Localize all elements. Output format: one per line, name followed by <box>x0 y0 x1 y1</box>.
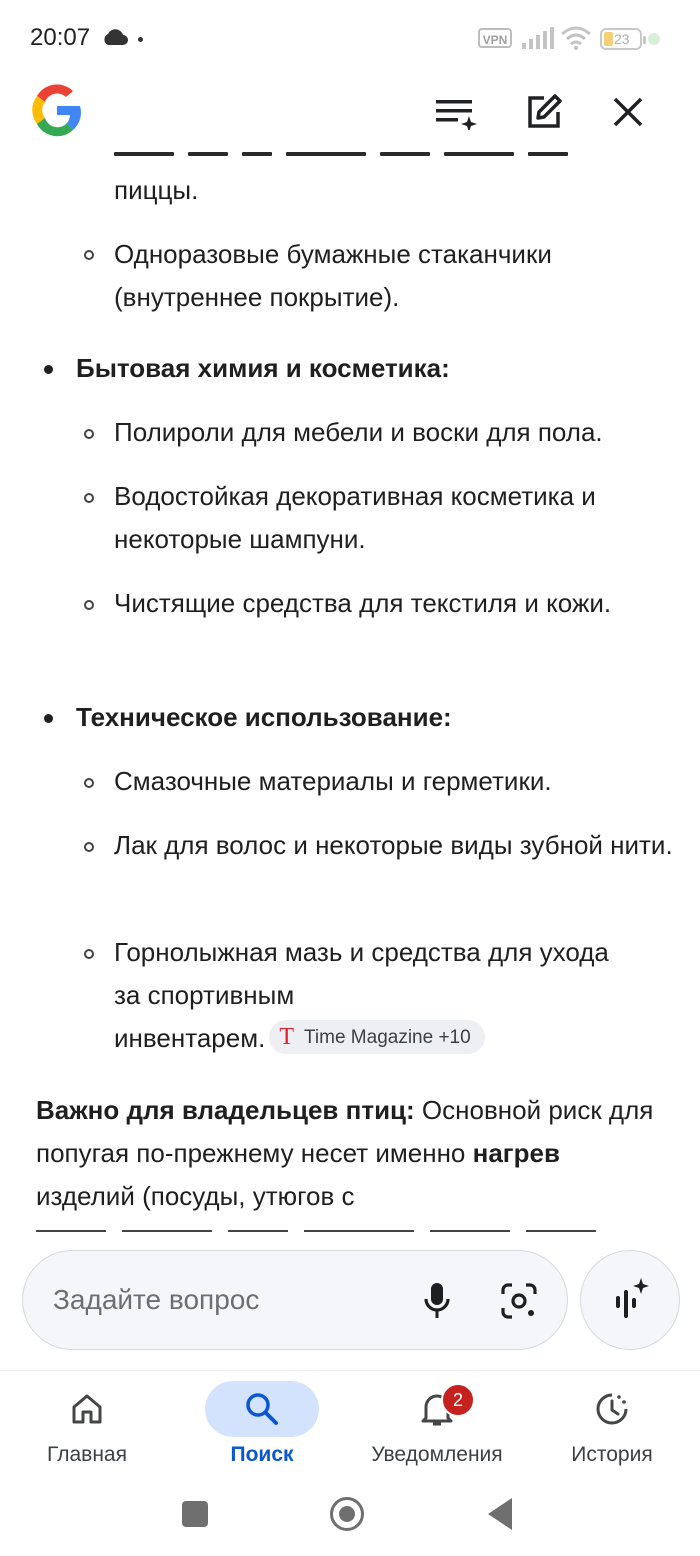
lens-camera-button[interactable] <box>495 1277 543 1325</box>
nav-icon-wrapper <box>555 1381 669 1437</box>
wifi-icon <box>560 26 592 55</box>
list-item <box>114 931 674 1060</box>
list-item-tail: инвентарем. <box>114 1023 266 1053</box>
edit-button[interactable] <box>518 86 570 138</box>
nav-icon-wrapper <box>30 1381 144 1437</box>
note-text: изделий (посуды, утюгов с <box>36 1181 355 1211</box>
note-bold-word: нагрев <box>472 1138 560 1168</box>
section-title: Техническое использование: <box>76 702 452 732</box>
battery-level: 23 <box>614 31 630 47</box>
microphone-icon <box>422 1281 452 1321</box>
notification-badge: 2 <box>441 1383 475 1417</box>
nav-item-notifications[interactable] <box>357 1379 517 1479</box>
list-item-line: за спортивным <box>114 980 295 1010</box>
ask-bar-area <box>0 1232 700 1370</box>
ask-input[interactable] <box>51 1279 395 1321</box>
sub-bullet <box>84 949 94 959</box>
sub-bullet <box>84 250 94 260</box>
close-icon <box>612 96 644 128</box>
ai-voice-sparkle-icon <box>610 1278 650 1322</box>
close-button[interactable] <box>602 86 654 138</box>
notification-dot <box>138 37 143 42</box>
app-header <box>0 76 700 150</box>
nav-label: Поиск <box>230 1443 294 1466</box>
voice-search-button[interactable] <box>413 1277 461 1325</box>
vpn-icon: VPN <box>478 28 512 48</box>
note-bold-lead: Важно для владельцев птиц: <box>36 1095 415 1125</box>
partial-line-tail: пиццы. <box>114 175 199 205</box>
home-button[interactable] <box>330 1497 364 1531</box>
list-item: Полироли для мебели и воски для пола. <box>114 417 603 447</box>
source-chip-label: Time Magazine +10 <box>304 1026 471 1048</box>
list-item: Чистящие средства для текстиля и кожи. <box>114 588 612 618</box>
sub-bullet <box>84 778 94 788</box>
charging-icon <box>648 33 660 45</box>
nav-item-search[interactable] <box>182 1379 342 1479</box>
list-item: Лак для волос и некоторые виды зубной нити. <box>114 830 673 860</box>
source-chip[interactable] <box>269 1020 484 1054</box>
nav-item-history[interactable] <box>532 1379 692 1479</box>
ai-mode-list-button[interactable] <box>430 86 482 138</box>
status-time: 20:07 <box>30 24 91 51</box>
bird-owner-note <box>36 1089 666 1218</box>
ask-input-container <box>22 1250 568 1350</box>
bottom-navigation <box>0 1370 700 1481</box>
sub-bullet <box>84 429 94 439</box>
google-logo-icon <box>30 82 84 143</box>
answer-content <box>0 150 700 1232</box>
nav-label: Главная <box>47 1443 127 1466</box>
list-item-line: Горнолыжная мазь и средства для ухода <box>114 937 609 967</box>
nav-icon-wrapper <box>380 1381 494 1437</box>
status-bar <box>0 0 700 76</box>
ai-mode-button[interactable] <box>580 1250 680 1350</box>
sub-bullet <box>84 600 94 610</box>
main-bullet <box>44 714 53 723</box>
list-item: Одноразовые бумажные стаканчики (внутреннее покрытие). <box>114 239 552 312</box>
battery-icon <box>600 28 642 50</box>
lens-camera-icon <box>500 1282 538 1320</box>
nav-item-home[interactable] <box>7 1379 167 1479</box>
nav-label: История <box>571 1443 653 1466</box>
list-item: Водостойкая декоративная косметика и некоторые шампуни. <box>114 481 596 554</box>
edit-icon <box>524 92 564 132</box>
main-bullet <box>44 365 53 374</box>
list-item: Смазочные материалы и герметики. <box>114 766 552 796</box>
history-icon <box>594 1391 630 1427</box>
sparkle-list-icon <box>434 94 478 130</box>
note-text: Основной риск для попугая по-прежнему несет именно <box>36 1095 654 1168</box>
home-icon <box>70 1392 104 1426</box>
back-button[interactable] <box>488 1498 512 1530</box>
signal-icon <box>522 27 554 54</box>
list-item-line <box>114 1017 674 1060</box>
cut-off-text-line <box>36 1220 616 1232</box>
time-magazine-logo-icon: T <box>279 1023 294 1050</box>
nav-icon-wrapper <box>205 1381 319 1437</box>
search-icon <box>244 1391 280 1427</box>
cloud-icon <box>102 28 128 51</box>
section-title: Бытовая химия и косметика: <box>76 353 450 383</box>
cut-off-text-line <box>114 150 604 160</box>
system-navigation-bar <box>0 1480 700 1556</box>
recents-button[interactable] <box>182 1501 208 1527</box>
nav-label: Уведомления <box>371 1443 503 1466</box>
sub-bullet <box>84 493 94 503</box>
sub-bullet <box>84 842 94 852</box>
